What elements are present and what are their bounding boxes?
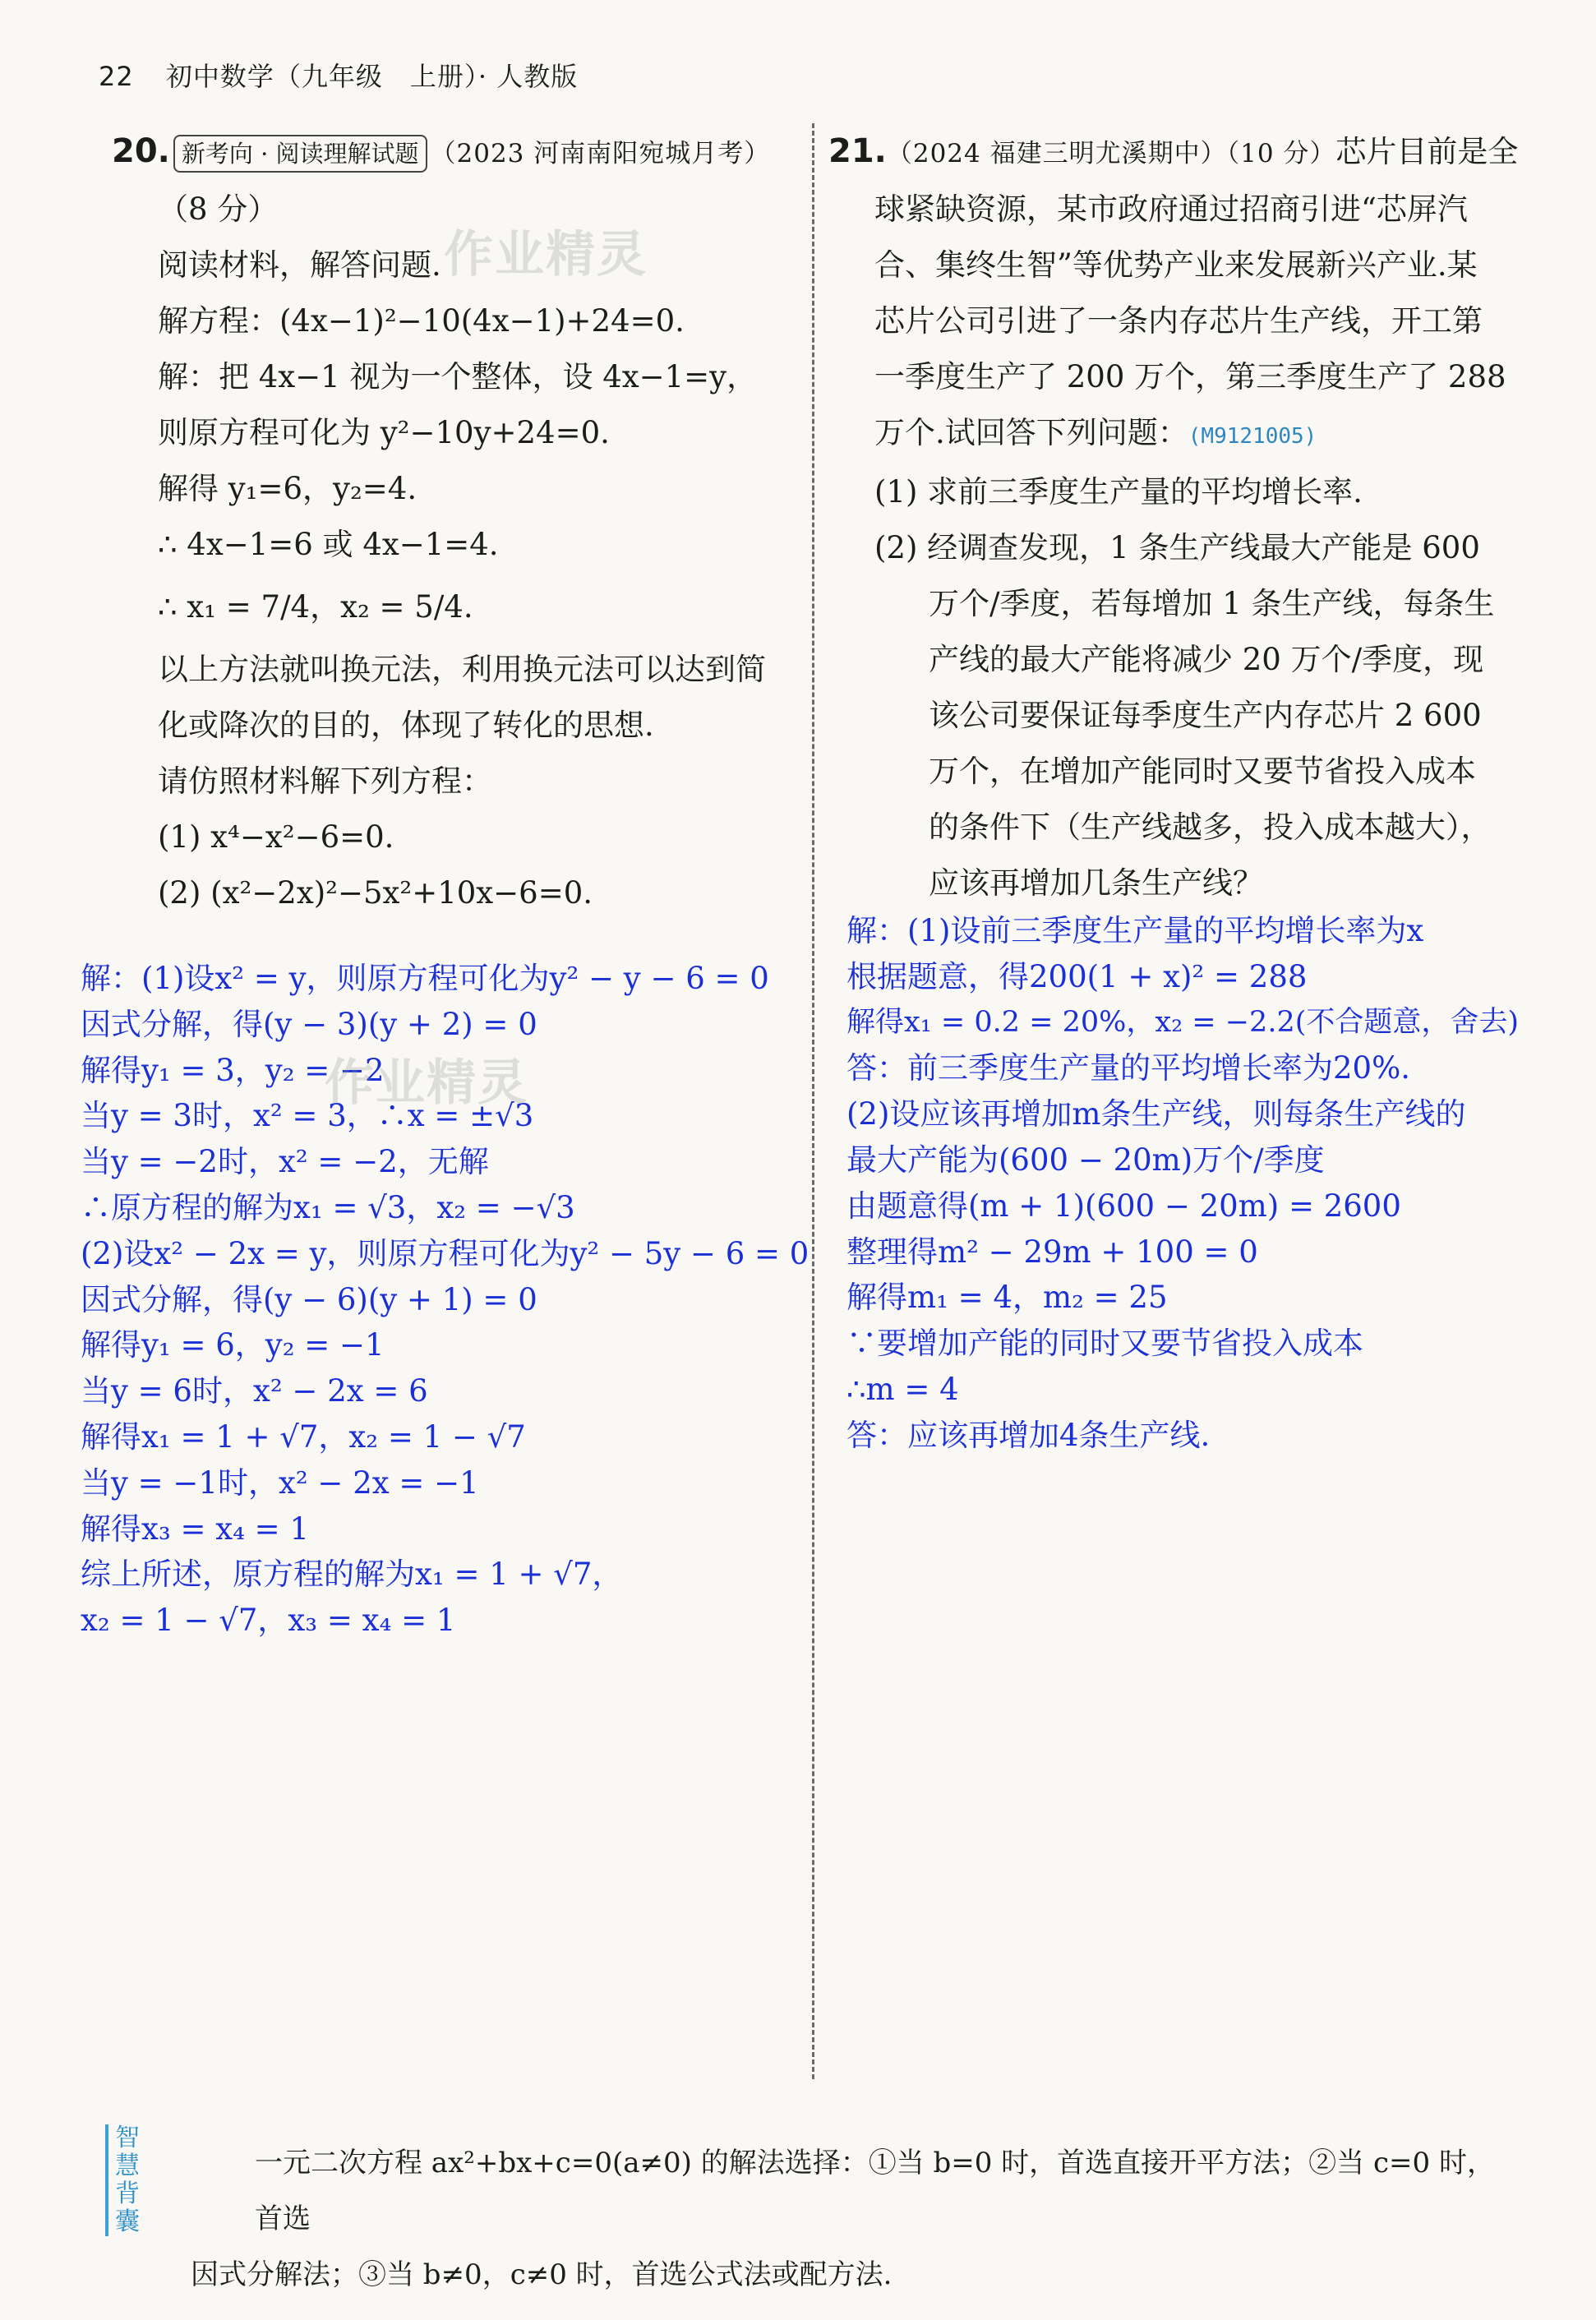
q20-solution-line: 当y = 6时，x² − 2x = 6 bbox=[81, 1373, 428, 1409]
page-number: 22 bbox=[99, 61, 134, 92]
q21-points: （10 分） bbox=[1226, 139, 1336, 168]
q21-sub2-line: 该公司要保证每季度生产内存芯片 2 600 bbox=[929, 698, 1482, 733]
q21-heading bbox=[828, 123, 1555, 182]
q21-sub2-line: 应该再增加几条生产线？ bbox=[929, 865, 1263, 901]
q20-line: (2) (x²−2x)²−5x²+10x−6=0. bbox=[158, 875, 593, 911]
q21-solution-line: 最大产能为(600 − 20m)万个/季度 bbox=[846, 1142, 1325, 1178]
q21-number: 21. bbox=[828, 132, 887, 170]
q21-solution-line: (2)设应该再增加m条生产线，则每条生产线的 bbox=[846, 1096, 1466, 1132]
q20-points: （8 分） bbox=[158, 191, 279, 227]
q21-solution-line: ∵要增加产能的同时又要节省投入成本 bbox=[846, 1326, 1363, 1362]
q20-solution-line: ∴原方程的解为x₁ = √3，x₂ = −√3 bbox=[81, 1189, 575, 1225]
page-header bbox=[99, 56, 578, 94]
q20-heading bbox=[112, 123, 797, 182]
q21-solution-line: 答：前三季度生产量的平均增长率为20%. bbox=[846, 1050, 1410, 1086]
q20-line: 阅读材料，解答问题. bbox=[158, 247, 441, 283]
q21-sub2-line: 万个/季度，若每增加 1 条生产线，每条生 bbox=[929, 586, 1495, 621]
q21-source: （2024 福建三明尤溪期中） bbox=[886, 139, 1227, 168]
q21-line: 万个.试回答下列问题： bbox=[874, 415, 1188, 450]
q20-solution-line: 当y = −2时，x² = −2，无解 bbox=[81, 1144, 489, 1180]
q21-solution-line: ∴m = 4 bbox=[846, 1371, 959, 1407]
book-title: 初中数学（九年级 上册）· 人教版 bbox=[165, 61, 579, 92]
q20-line: 解得 y₁=6，y₂=4. bbox=[158, 471, 417, 506]
watermark: 作业精灵 bbox=[325, 1054, 528, 1112]
tip-label-char: 智 bbox=[115, 2124, 140, 2152]
q20-line: 解：把 4x−1 视为一个整体，设 4x−1=y， bbox=[158, 359, 758, 394]
q20-solution-line: 解得y₁ = 6，y₂ = −1 bbox=[81, 1327, 385, 1363]
q21-line: 芯片目前是全 bbox=[1335, 134, 1519, 169]
tip-label-char: 慧 bbox=[115, 2152, 140, 2180]
q20-line: (1) x⁴−x²−6=0. bbox=[158, 819, 394, 855]
q21-solution-line: 解：(1)设前三季度生产量的平均增长率为x bbox=[846, 913, 1424, 948]
q20-solution-line: 当y = −1时，x² − 2x = −1 bbox=[81, 1464, 479, 1501]
q20-line: 请仿照材料解下列方程： bbox=[158, 763, 492, 799]
q20-line: 以上方法就叫换元法，利用换元法可以达到简 bbox=[158, 652, 766, 687]
q20-solution-line: 解得x₃ = x₄ = 1 bbox=[81, 1511, 309, 1547]
q20-source: （2023 河南南阳宛城月考） bbox=[430, 139, 771, 168]
question-21 bbox=[828, 123, 1555, 911]
q21-sub2-line: 产线的最大产能将减少 20 万个/季度，现 bbox=[929, 642, 1484, 677]
q21-sub1: (1) 求前三季度生产量的平均增长率. bbox=[874, 474, 1363, 510]
q20-solution-line: x₂ = 1 − √7，x₃ = x₄ = 1 bbox=[81, 1603, 456, 1639]
q20-line: ∴ x₁ = 7/4，x₂ = 5/4. bbox=[158, 589, 473, 625]
q21-solution-line: 解得m₁ = 4，m₂ = 25 bbox=[846, 1280, 1168, 1316]
q20-solution-line: 当y = 3时，x² = 3，∴x = ±√3 bbox=[81, 1098, 534, 1134]
q21-solution-line: 根据题意，得200(1 + x)² = 288 bbox=[846, 958, 1308, 994]
watermark: 作业精灵 bbox=[444, 226, 648, 284]
q21-solution-line: 整理得m² − 29m + 100 = 0 bbox=[846, 1234, 1258, 1270]
q20-solution-line: 解：(1)设x² = y，则原方程可化为y² − y − 6 = 0 bbox=[81, 961, 769, 996]
tip-label-char: 囊 bbox=[115, 2207, 140, 2236]
q21-solution-line: 解得x₁ = 0.2 = 20%，x₂ = −2.2(不合题意，舍去) bbox=[846, 1005, 1520, 1039]
q21-line-with-code bbox=[832, 405, 1555, 464]
q21-sub2-line: (2) 经调查发现，1 条生产线最大产能是 600 bbox=[874, 530, 1480, 565]
q21-solution-line: 答：应该再增加4条生产线. bbox=[846, 1417, 1211, 1453]
column-divider bbox=[812, 123, 814, 2079]
q21-sub2-line: 万个，在增加产能同时又要节省投入成本 bbox=[929, 754, 1476, 789]
tip-line: 一元二次方程 ax²+bx+c=0(a≠0) 的解法选择：①当 b=0 时，首选直接开平方法；②当 c=0 时，首选 bbox=[255, 2147, 1495, 2235]
q20-line: 解方程：(4x−1)²−10(4x−1)+24=0. bbox=[158, 303, 685, 339]
tip-label bbox=[105, 2124, 164, 2236]
tip-label-char: 背 bbox=[115, 2179, 140, 2208]
q21-code: (M9121005) bbox=[1188, 424, 1317, 449]
q20-line: ∴ 4x−1=6 或 4x−1=4. bbox=[158, 527, 499, 562]
q20-tag: 新考向 · 阅读理解试题 bbox=[173, 135, 427, 173]
q21-solution-line: 由题意得(m + 1)(600 − 20m) = 2600 bbox=[846, 1188, 1401, 1224]
q21-sub2-line: 的条件下（生产线越多，投入成本越大）， bbox=[929, 809, 1492, 845]
q20-solution-line: 解得y₁ = 3，y₂ = −2 bbox=[81, 1052, 385, 1088]
q21-handwritten-solution bbox=[846, 908, 1570, 1459]
q20-line: 化或降次的目的，体现了转化的思想. bbox=[158, 708, 654, 743]
q21-code-text: M9121005 bbox=[1201, 424, 1304, 449]
q20-line: 则原方程可化为 y²−10y+24=0. bbox=[158, 415, 610, 450]
q20-number: 20. bbox=[112, 132, 170, 170]
q21-line: 芯片公司引进了一条内存芯片生产线，开工第 bbox=[874, 303, 1483, 339]
tip-text bbox=[191, 2135, 1522, 2303]
q21-line: 合、集终生智”等优势产业来发展新兴产业.某 bbox=[874, 247, 1478, 283]
q21-line: 球紧缺资源，某市政府通过招商引进“芯屏汽 bbox=[874, 191, 1468, 227]
q20-solution-line: 因式分解，得(y − 3)(y + 2) = 0 bbox=[81, 1006, 537, 1042]
q21-line: 一季度生产了 200 万个，第三季度生产了 288 bbox=[874, 359, 1506, 394]
q20-solution-line: (2)设x² − 2x = y，则原方程可化为y² − 5y − 6 = 0 bbox=[81, 1235, 810, 1271]
q20-solution-line: 因式分解，得(y − 6)(y + 1) = 0 bbox=[81, 1281, 537, 1317]
q20-solution-line: 解得x₁ = 1 + √7，x₂ = 1 − √7 bbox=[81, 1418, 526, 1455]
tip-line: 因式分解法；③当 b≠0，c≠0 时，首选公式法或配方法. bbox=[191, 2258, 893, 2291]
q20-solution-line: 综上所述，原方程的解为x₁ = 1 + √7， bbox=[81, 1557, 623, 1593]
